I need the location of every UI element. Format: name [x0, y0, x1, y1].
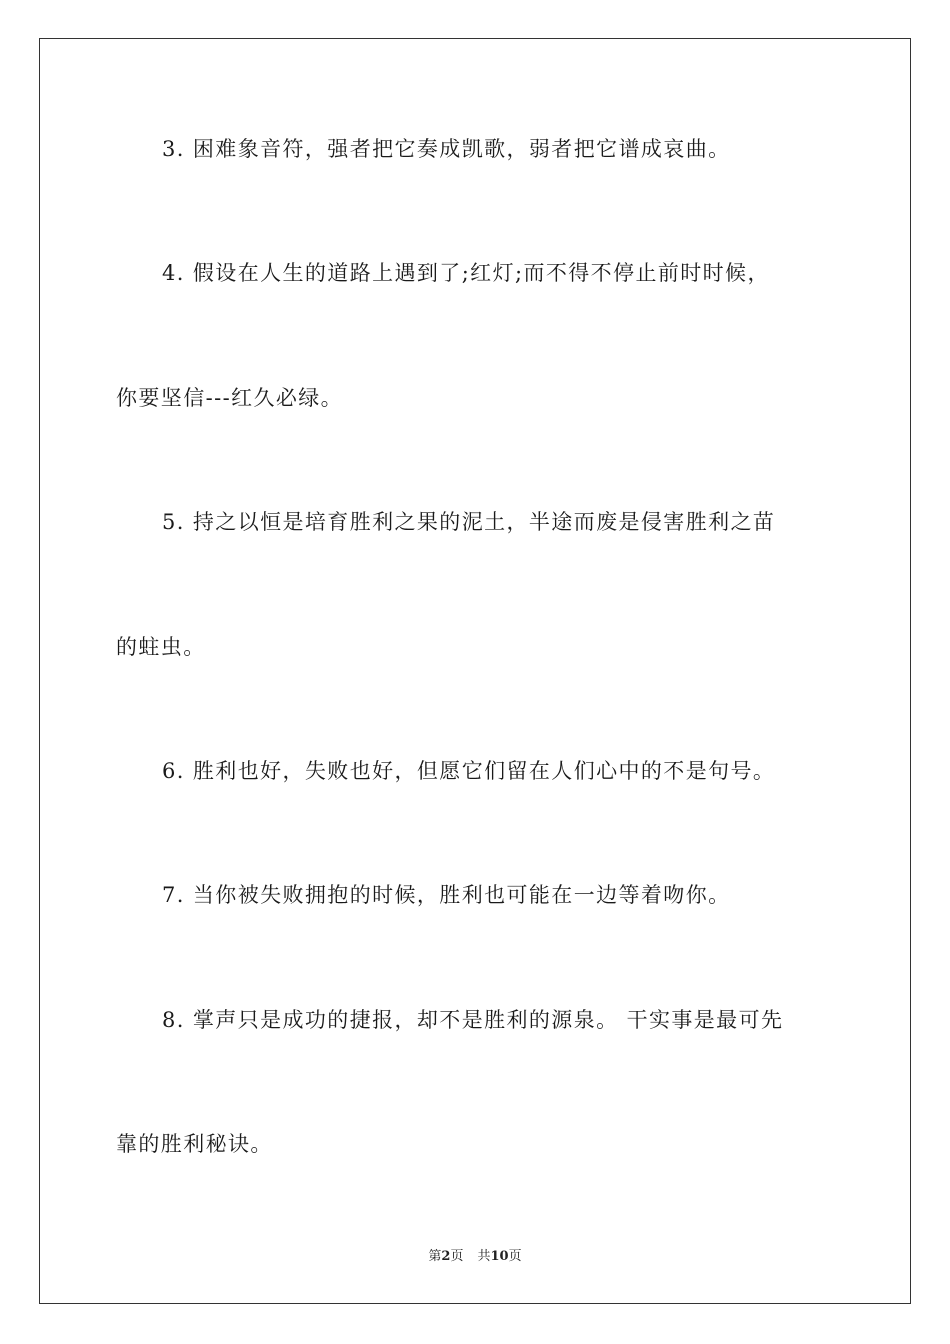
page-prefix: 第 [428, 1249, 442, 1264]
total-prefix: 共 [477, 1249, 491, 1264]
text-line-3: 3. 困难象音符，强者把它奏成凯歌，弱者把它谱成哀曲。 [162, 137, 731, 161]
text-line-6: 6. 胜利也好，失败也好，但愿它们留在人们心中的不是句号。 [162, 759, 776, 783]
text-line-7: 7. 当你被失败拥抱的时候，胜利也可能在一边等着吻你。 [162, 883, 731, 907]
page-border [39, 38, 911, 1304]
total-pages: 10 [490, 1249, 509, 1264]
text-line-4: 4. 假设在人生的道路上遇到了;红灯;而不得不停止前时时候， [162, 261, 770, 285]
text-line-8: 8. 掌声只是成功的捷报，却不是胜利的源泉。 干实事是最可先 [162, 1008, 784, 1032]
total-suffix: 页 [508, 1249, 522, 1264]
text-line-5: 5. 持之以恒是培育胜利之果的泥土，半途而废是侵害胜利之苗 [162, 510, 776, 534]
text-line-8-cont: 靠的胜利秘诀。 [116, 1132, 273, 1156]
page-suffix: 页 [450, 1249, 464, 1264]
text-line-5-cont: 的蛀虫。 [116, 635, 206, 659]
page-number: 2 [441, 1249, 451, 1264]
page-footer [0, 1248, 950, 1266]
text-line-4-cont: 你要坚信---红久必绿。 [116, 386, 344, 410]
